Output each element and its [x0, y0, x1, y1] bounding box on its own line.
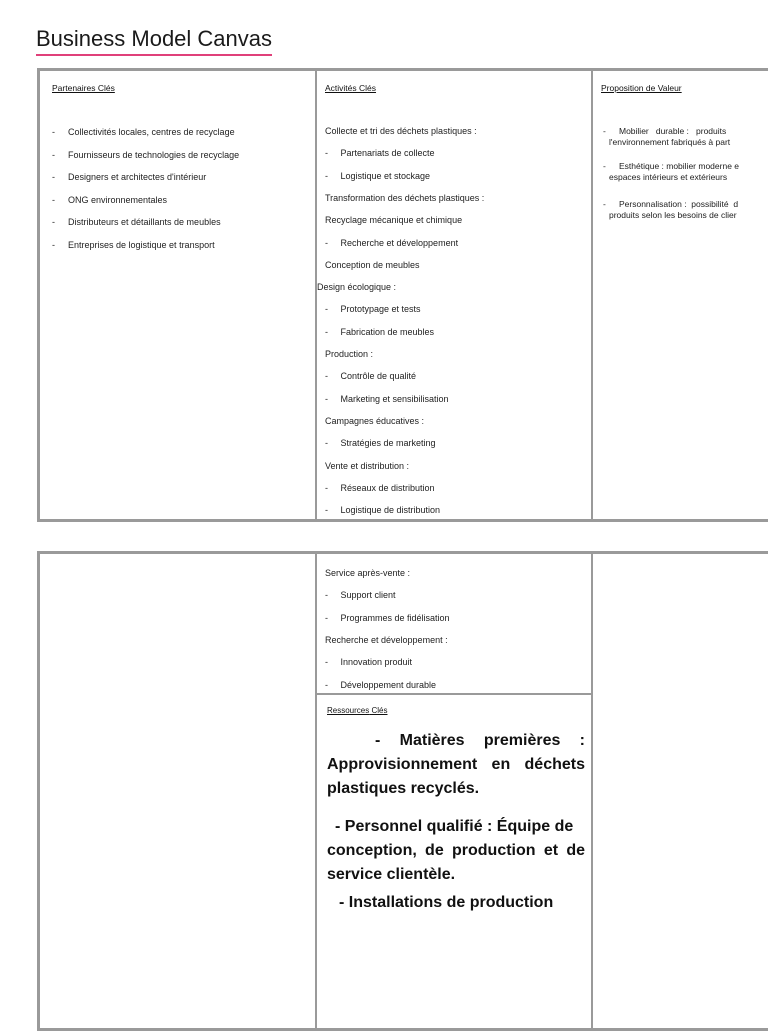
partenaires-column [40, 71, 317, 519]
bullet-dash: - [603, 126, 606, 136]
activite-line: Service après-vente : [325, 568, 411, 578]
canvas-table-top [37, 68, 768, 522]
proposition-line: espaces intérieurs et extérieurs [609, 172, 728, 182]
ressource-line: - Personnel qualifié : Équipe de [335, 818, 574, 835]
proposition-line: Esthétique : mobilier moderne e [619, 161, 740, 171]
bullet-dash: - [52, 172, 55, 183]
activite-line: Production : [325, 349, 374, 359]
bullet-dash: - [52, 127, 55, 137]
activite-line: - Prototypage et tests [325, 304, 421, 315]
activite-line: Conception de meubles [325, 259, 420, 270]
activite-line: Design écologique : [317, 282, 397, 293]
document-title: Business Model Canvas [36, 24, 272, 56]
bullet-dash: - [52, 194, 55, 205]
activite-line: - Contrôle de qualité [325, 371, 417, 382]
ressource-line: Approvisionnement en déchets [327, 756, 585, 773]
activite-line: - Développement durable [325, 679, 437, 690]
activite-line: - Innovation produit [325, 657, 413, 668]
ressource-line: conception, de production et de [327, 842, 585, 859]
ressource-line: service clientèle. [327, 866, 456, 883]
partenaires-column-continued [40, 554, 317, 1028]
activite-line: - Logistique et stockage [325, 170, 431, 181]
activite-line: - Stratégies de marketing [325, 438, 436, 449]
activite-line: - Support client [325, 590, 396, 601]
proposition-item [603, 199, 738, 221]
ressource-line: - Installations de production [339, 894, 554, 911]
activite-line: - Marketing et sensibilisation [325, 393, 449, 404]
bullet-dash: - [603, 199, 606, 209]
section-divider [317, 693, 591, 695]
proposition-line: l'environnement fabriqués à part [609, 137, 731, 147]
proposition-item [603, 126, 730, 148]
ressource-line: plastiques recyclés. [327, 780, 480, 797]
partenaire-text: Designers et architectes d'intérieur [68, 172, 207, 183]
activite-line: - Fabrication de meubles [325, 326, 435, 337]
activite-line: Recherche et développement : [325, 634, 448, 645]
activite-line: Transformation des déchets plastiques : [325, 192, 485, 203]
bullet-dash: - [52, 217, 55, 228]
proposition-line: Personnalisation : possibilité d [619, 199, 739, 209]
proposition-header: Proposition de Valeur [601, 83, 682, 93]
bullet-dash: - [52, 149, 55, 160]
partenaires-header: Partenaires Clés [52, 83, 115, 93]
proposition-item [603, 161, 739, 183]
activite-line: Campagnes éducatives : [325, 415, 425, 426]
proposition-column [593, 71, 768, 519]
activite-line: Recyclage mécanique et chimique [325, 215, 463, 226]
activite-line: Collecte et tri des déchets plastiques : [325, 126, 477, 136]
bullet-dash: - [52, 240, 55, 250]
partenaire-text: ONG environnementales [68, 194, 168, 205]
activites-column-continued [317, 554, 593, 1028]
ressources-header-cles: Clés [371, 706, 388, 715]
proposition-line: produits selon les besoins de clier [609, 210, 737, 220]
ressource-line: - Matières premières : [375, 732, 585, 749]
activite-line: Vente et distribution : [325, 460, 410, 471]
activite-line: - Réseaux de distribution [325, 482, 435, 493]
activite-line: - Programmes de fidélisation [325, 612, 450, 623]
ressources-header [327, 706, 388, 715]
partenaire-text: Distributeurs et détaillants de meubles [68, 217, 221, 228]
activites-column [317, 71, 593, 519]
activite-line: - Partenariats de collecte [325, 148, 435, 159]
partenaire-text: Entreprises de logistique et transport [68, 240, 215, 250]
proposition-line: Mobilier durable : produits [619, 126, 727, 136]
partenaire-text: Collectivités locales, centres de recyclage [68, 127, 235, 137]
canvas-table-bottom [37, 551, 768, 1031]
activites-header: Activités Clés [325, 83, 377, 93]
partenaire-text: Fournisseurs de technologies de recyclage [68, 149, 240, 160]
bullet-dash: - [603, 161, 606, 171]
ressources-header-word: Ressources [327, 706, 370, 715]
proposition-column-continued [593, 554, 768, 1028]
activite-line: - Recherche et développement [325, 237, 459, 248]
activite-line: - Logistique de distribution [325, 505, 441, 516]
